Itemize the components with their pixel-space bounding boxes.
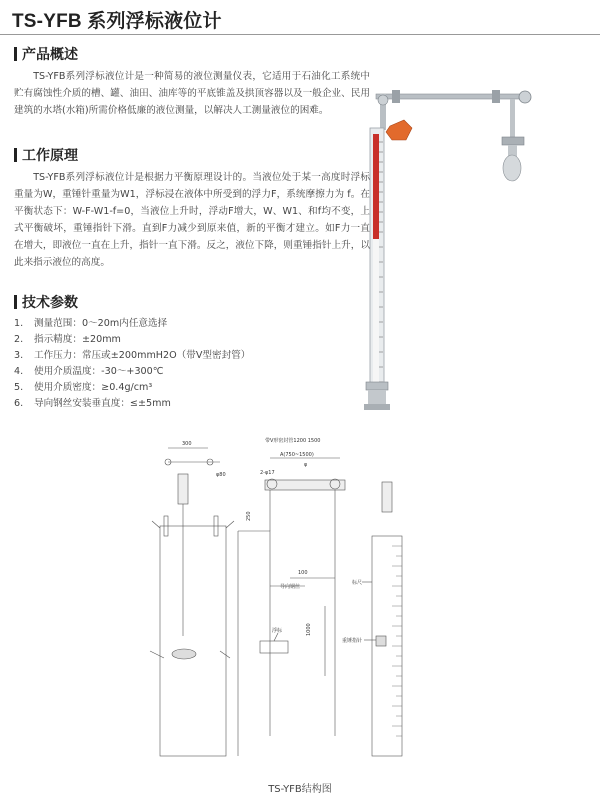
dim-phi80: φ80	[216, 472, 226, 478]
spec-item: 4. 使用介质温度：-30～+300℃	[14, 366, 164, 377]
overview-section	[14, 44, 370, 119]
spec-item: 2. 指示精度：±20mm	[14, 334, 121, 345]
heading-bar	[14, 148, 17, 162]
label-ruler: 标尺	[352, 580, 363, 586]
heading-bar	[14, 47, 17, 61]
principle-heading-text: 工作原理	[22, 148, 78, 164]
flange-icon	[386, 120, 412, 140]
dim-250: 250	[246, 511, 252, 521]
dim-2phi17: 2-φ17	[260, 470, 275, 476]
product-photo	[352, 82, 537, 414]
specs-section	[14, 292, 370, 412]
overview-heading-text: 产品概述	[22, 47, 78, 63]
diagram-caption: TS-YFB结构图	[268, 784, 332, 795]
overview-heading	[14, 44, 370, 64]
principle-text: TS-YFB系列浮标液位计是根据力平衡原理设计的。当液位处于某一高度时浮标重量为W，重锤针重量为W1，浮标浸在液体中所受到的浮力F，系统摩擦力为 f。在平衡状态下：W-F-W1-f=0，当液位上升时，浮动F增大，W、W1、和f均不变，上式平衡破坏，重锤指针下滑。直到F力减少到原来值，新的平衡才建立。如F力一直在增大，即液位一直在上升，指针一直下滑。反之，液位下降，则重锤指针上升，以此来指示液位的高度。	[14, 172, 370, 268]
label-weight-pointer: 重锤指针	[342, 638, 363, 644]
specs-heading-text: 技术参数	[22, 295, 78, 311]
overview-text: TS-YFB系列浮标液位计是一种简易的液位测量仪表，它适用于石油化工系统中贮有腐蚀性介质的槽、罐、油田、油库等的平底锥盖及拱顶容器以及一般企业、民用建筑的水塔(水箱)所需价格低廉的液位测量，以解决人工测量液位的困难。	[14, 71, 370, 116]
dim-100: 100	[298, 570, 308, 576]
principle-section	[14, 145, 370, 271]
title-divider	[0, 34, 600, 35]
page-title: TS-YFB 系列浮标液位计	[12, 11, 222, 32]
structure-diagram	[130, 436, 435, 771]
specs-heading	[14, 292, 370, 312]
dim-phi: φ	[304, 462, 308, 468]
principle-heading	[14, 145, 370, 165]
specs-list	[14, 316, 370, 412]
dim-top: 带V形密封管1200 1500	[265, 438, 321, 444]
label-guide-wire: 导向钢丝	[280, 584, 301, 590]
dim-a: A(750~1500)	[280, 452, 314, 458]
spec-item: 5. 使用介质密度：≥0.4g/cm³	[14, 382, 153, 393]
heading-bar	[14, 295, 17, 309]
label-float: 浮标	[272, 628, 283, 634]
dim-300: 300	[182, 441, 192, 447]
spec-item: 1. 测量范围：0～20m内任意选择	[14, 318, 168, 329]
dim-1000: 1000	[306, 623, 312, 636]
spec-item: 3. 工作压力：常压或±200mmH2O（带V型密封管）	[14, 350, 251, 361]
spec-item: 6. 导向钢丝安装垂直度：≤±5mm	[14, 398, 171, 409]
